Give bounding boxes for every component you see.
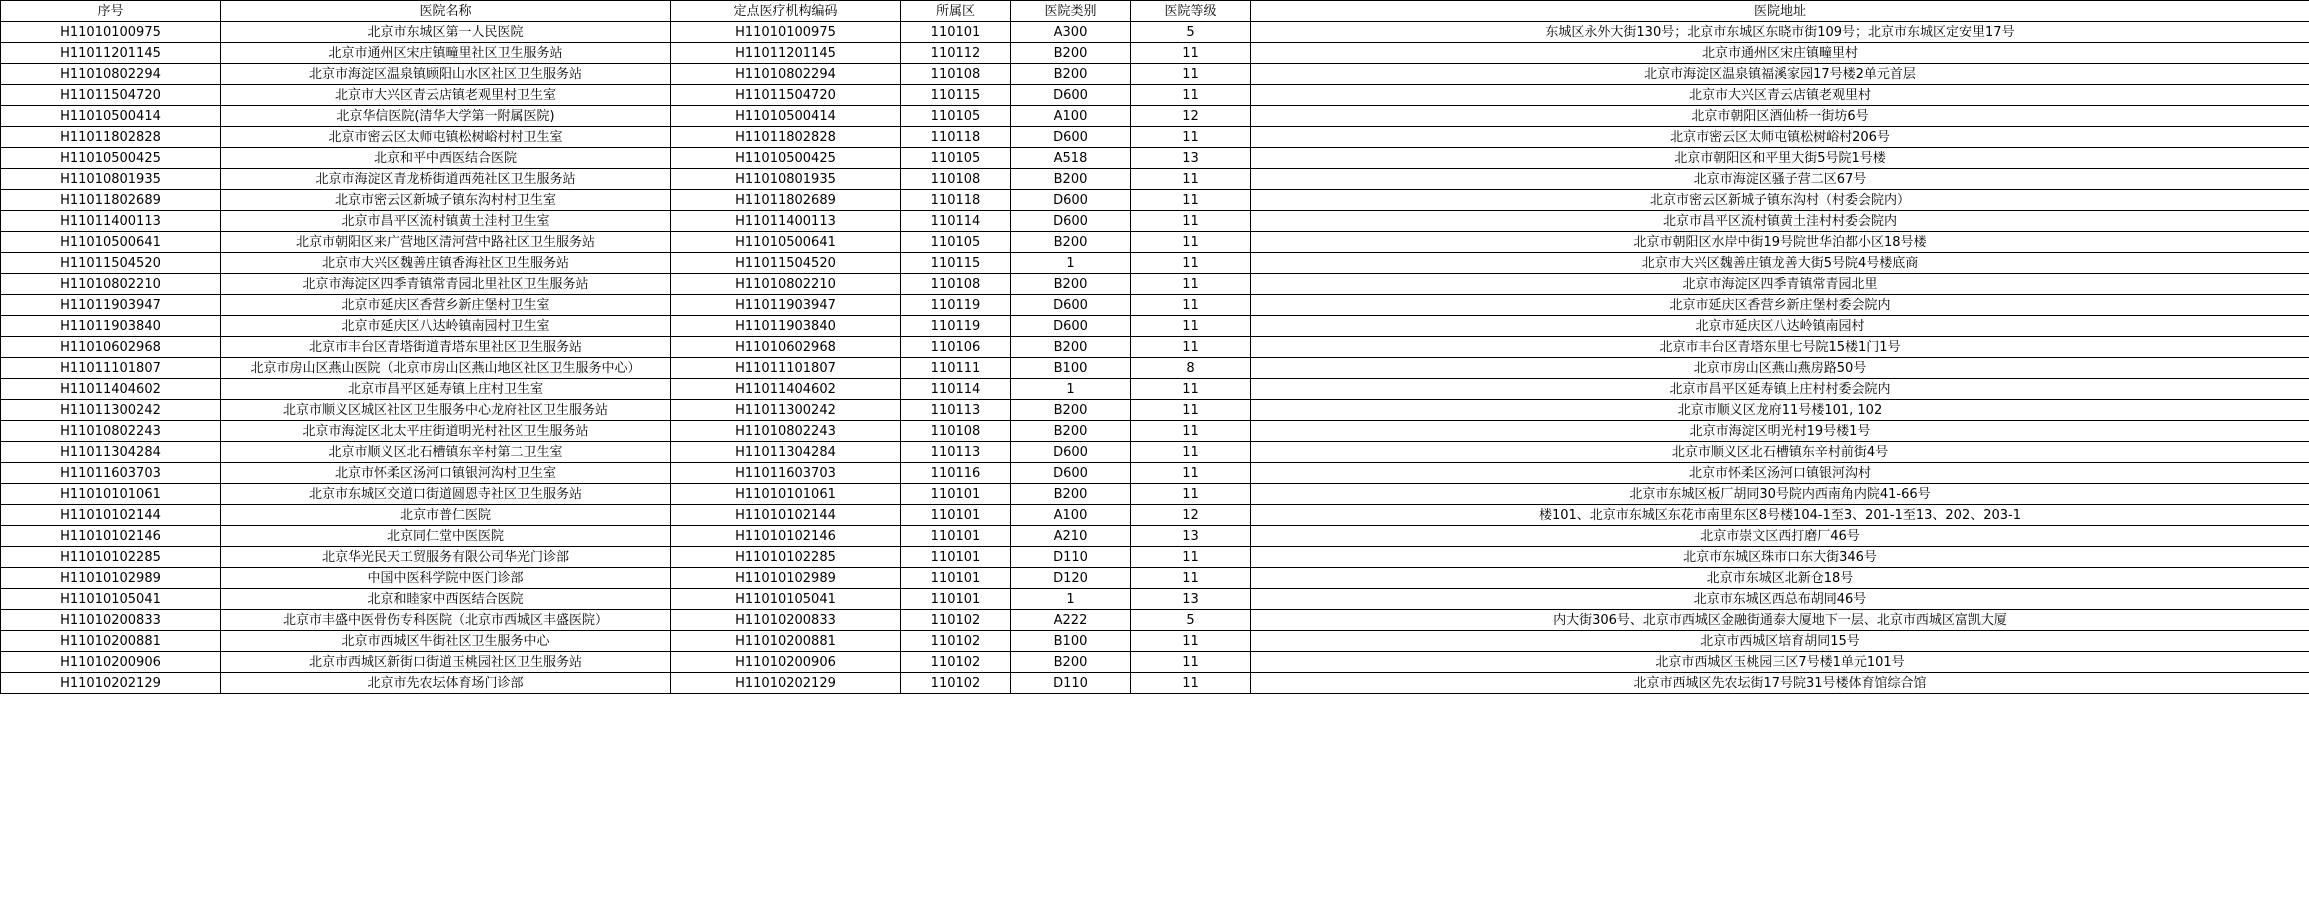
- cell-index[interactable]: H11011603703: [1, 463, 221, 484]
- column-header-hospital-type: 医院类别: [1011, 1, 1131, 22]
- cell-hospital-type[interactable]: D600: [1011, 463, 1131, 484]
- cell-hospital-address[interactable]: 北京市西城区玉桃园三区7号楼1单元101号: [1251, 652, 2309, 673]
- table-row[interactable]: [1, 442, 2309, 463]
- cell-district[interactable]: 110111: [901, 358, 1011, 379]
- cell-institution-code[interactable]: H11011101807: [671, 358, 901, 379]
- cell-hospital-type[interactable]: B200: [1011, 232, 1131, 253]
- cell-hospital-type[interactable]: D600: [1011, 442, 1131, 463]
- cell-index[interactable]: H11010101061: [1, 484, 221, 505]
- cell-hospital-name[interactable]: 北京市朝阳区来广营地区清河营中路社区卫生服务站: [221, 232, 671, 253]
- cell-hospital-name[interactable]: 北京市密云区新城子镇东沟村村卫生室: [221, 190, 671, 211]
- table-row[interactable]: [1, 232, 2309, 253]
- cell-index[interactable]: H11011201145: [1, 43, 221, 64]
- cell-hospital-type[interactable]: 1: [1011, 379, 1131, 400]
- cell-index[interactable]: H11011404602: [1, 379, 221, 400]
- column-header-hospital-address: 医院地址: [1251, 1, 2309, 22]
- cell-institution-code[interactable]: H11011802828: [671, 127, 901, 148]
- table-row[interactable]: [1, 43, 2309, 64]
- table-row[interactable]: [1, 127, 2309, 148]
- cell-index[interactable]: H11010802243: [1, 421, 221, 442]
- cell-hospital-address[interactable]: 北京市顺义区北石槽镇东辛村前街4号: [1251, 442, 2309, 463]
- cell-hospital-name[interactable]: 北京华光民天工贸服务有限公司华光门诊部: [221, 547, 671, 568]
- cell-hospital-type[interactable]: B200: [1011, 64, 1131, 85]
- cell-institution-code[interactable]: H11010500414: [671, 106, 901, 127]
- cell-institution-code[interactable]: H11010200906: [671, 652, 901, 673]
- cell-hospital-type[interactable]: D600: [1011, 316, 1131, 337]
- cell-hospital-name[interactable]: 北京市房山区燕山医院（北京市房山区燕山地区社区卫生服务中心）: [221, 358, 671, 379]
- cell-district[interactable]: 110115: [901, 85, 1011, 106]
- cell-hospital-grade[interactable]: 11: [1131, 85, 1251, 106]
- cell-district[interactable]: 110119: [901, 295, 1011, 316]
- cell-institution-code[interactable]: H11011300242: [671, 400, 901, 421]
- table-row[interactable]: [1, 463, 2309, 484]
- cell-hospital-type[interactable]: A100: [1011, 106, 1131, 127]
- cell-hospital-grade[interactable]: 12: [1131, 505, 1251, 526]
- cell-district[interactable]: 110115: [901, 253, 1011, 274]
- cell-district[interactable]: 110116: [901, 463, 1011, 484]
- cell-hospital-type[interactable]: D110: [1011, 547, 1131, 568]
- cell-district[interactable]: 110102: [901, 652, 1011, 673]
- cell-hospital-name[interactable]: 北京市昌平区流村镇黄土洼村卫生室: [221, 211, 671, 232]
- table-row[interactable]: [1, 652, 2309, 673]
- cell-hospital-address[interactable]: 北京市海淀区骚子营二区67号: [1251, 169, 2309, 190]
- cell-hospital-grade[interactable]: 11: [1131, 631, 1251, 652]
- cell-district[interactable]: 110106: [901, 337, 1011, 358]
- cell-index[interactable]: H11011400113: [1, 211, 221, 232]
- cell-institution-code[interactable]: H11011504720: [671, 85, 901, 106]
- cell-index[interactable]: H11011504720: [1, 85, 221, 106]
- cell-index[interactable]: H11010602968: [1, 337, 221, 358]
- cell-hospital-grade[interactable]: 11: [1131, 253, 1251, 274]
- cell-hospital-grade[interactable]: 8: [1131, 358, 1251, 379]
- column-header-institution-code: 定点医疗机构编码: [671, 1, 901, 22]
- table-row[interactable]: [1, 316, 2309, 337]
- cell-district[interactable]: 110108: [901, 274, 1011, 295]
- cell-index[interactable]: H11010500425: [1, 148, 221, 169]
- cell-district[interactable]: 110112: [901, 43, 1011, 64]
- cell-hospital-type[interactable]: 1: [1011, 589, 1131, 610]
- table-row[interactable]: [1, 64, 2309, 85]
- cell-hospital-address[interactable]: 北京市顺义区龙府11号楼101, 102: [1251, 400, 2309, 421]
- cell-hospital-grade[interactable]: 5: [1131, 610, 1251, 631]
- cell-institution-code[interactable]: H11010102989: [671, 568, 901, 589]
- cell-hospital-type[interactable]: D600: [1011, 85, 1131, 106]
- cell-index[interactable]: H11010102989: [1, 568, 221, 589]
- cell-hospital-type[interactable]: B200: [1011, 43, 1131, 64]
- cell-hospital-grade[interactable]: 11: [1131, 274, 1251, 295]
- cell-district[interactable]: 110102: [901, 610, 1011, 631]
- cell-hospital-type[interactable]: B200: [1011, 274, 1131, 295]
- cell-hospital-address[interactable]: 北京市西城区先农坛街17号院31号楼体育馆综合馆: [1251, 673, 2309, 694]
- cell-hospital-type[interactable]: B100: [1011, 631, 1131, 652]
- cell-hospital-type[interactable]: A222: [1011, 610, 1131, 631]
- cell-district[interactable]: 110114: [901, 211, 1011, 232]
- cell-district[interactable]: 110101: [901, 505, 1011, 526]
- cell-hospital-name[interactable]: 北京市怀柔区汤河口镇银河沟村卫生室: [221, 463, 671, 484]
- cell-institution-code[interactable]: H11011400113: [671, 211, 901, 232]
- table-row[interactable]: [1, 106, 2309, 127]
- cell-district[interactable]: 110113: [901, 400, 1011, 421]
- cell-hospital-grade[interactable]: 11: [1131, 547, 1251, 568]
- cell-institution-code[interactable]: H11010100975: [671, 22, 901, 43]
- cell-index[interactable]: H11010200833: [1, 610, 221, 631]
- cell-hospital-address[interactable]: 北京市海淀区温泉镇福溪家园17号楼2单元首层: [1251, 64, 2309, 85]
- cell-hospital-type[interactable]: B200: [1011, 421, 1131, 442]
- table-row[interactable]: [1, 568, 2309, 589]
- cell-district[interactable]: 110108: [901, 169, 1011, 190]
- cell-district[interactable]: 110101: [901, 22, 1011, 43]
- table-row[interactable]: [1, 148, 2309, 169]
- cell-hospital-grade[interactable]: 11: [1131, 484, 1251, 505]
- cell-institution-code[interactable]: H11011903947: [671, 295, 901, 316]
- cell-hospital-address[interactable]: 北京市密云区新城子镇东沟村（村委会院内）: [1251, 190, 2309, 211]
- cell-institution-code[interactable]: H11010500641: [671, 232, 901, 253]
- cell-hospital-grade[interactable]: 11: [1131, 400, 1251, 421]
- table-row[interactable]: [1, 190, 2309, 211]
- cell-hospital-type[interactable]: D600: [1011, 190, 1131, 211]
- cell-index[interactable]: H11010100975: [1, 22, 221, 43]
- cell-hospital-name[interactable]: 北京市延庆区香营乡新庄堡村卫生室: [221, 295, 671, 316]
- cell-institution-code[interactable]: H11010200833: [671, 610, 901, 631]
- table-row[interactable]: [1, 169, 2309, 190]
- cell-district[interactable]: 110101: [901, 589, 1011, 610]
- cell-district[interactable]: 110108: [901, 421, 1011, 442]
- table-row[interactable]: [1, 526, 2309, 547]
- cell-institution-code[interactable]: H11010602968: [671, 337, 901, 358]
- cell-hospital-type[interactable]: 1: [1011, 253, 1131, 274]
- cell-hospital-grade[interactable]: 12: [1131, 106, 1251, 127]
- cell-hospital-address[interactable]: 北京市大兴区青云店镇老观里村: [1251, 85, 2309, 106]
- cell-hospital-name[interactable]: 北京市大兴区魏善庄镇香海社区卫生服务站: [221, 253, 671, 274]
- cell-index[interactable]: H11010802294: [1, 64, 221, 85]
- cell-hospital-type[interactable]: D600: [1011, 295, 1131, 316]
- cell-index[interactable]: H11011304284: [1, 442, 221, 463]
- cell-hospital-grade[interactable]: 13: [1131, 526, 1251, 547]
- cell-institution-code[interactable]: H11010102146: [671, 526, 901, 547]
- cell-hospital-grade[interactable]: 11: [1131, 379, 1251, 400]
- table-row[interactable]: [1, 589, 2309, 610]
- table-row[interactable]: [1, 379, 2309, 400]
- cell-hospital-grade[interactable]: 11: [1131, 463, 1251, 484]
- cell-index[interactable]: H11010801935: [1, 169, 221, 190]
- cell-hospital-type[interactable]: D120: [1011, 568, 1131, 589]
- cell-hospital-name[interactable]: 中国中医科学院中医门诊部: [221, 568, 671, 589]
- table-row[interactable]: [1, 358, 2309, 379]
- cell-hospital-address[interactable]: 北京市崇文区西打磨厂46号: [1251, 526, 2309, 547]
- cell-hospital-grade[interactable]: 11: [1131, 232, 1251, 253]
- cell-hospital-type[interactable]: A100: [1011, 505, 1131, 526]
- cell-hospital-address[interactable]: 北京市密云区太师屯镇松树峪村206号: [1251, 127, 2309, 148]
- cell-hospital-grade[interactable]: 11: [1131, 211, 1251, 232]
- column-header-index: 序号: [1, 1, 221, 22]
- cell-institution-code[interactable]: H11010802210: [671, 274, 901, 295]
- cell-hospital-grade[interactable]: 11: [1131, 652, 1251, 673]
- column-header-hospital-name: 医院名称: [221, 1, 671, 22]
- cell-hospital-type[interactable]: A210: [1011, 526, 1131, 547]
- cell-hospital-type[interactable]: B200: [1011, 400, 1131, 421]
- cell-institution-code[interactable]: H11011603703: [671, 463, 901, 484]
- cell-hospital-name[interactable]: 北京市东城区交道口街道圆恩寺社区卫生服务站: [221, 484, 671, 505]
- cell-hospital-name[interactable]: 北京市海淀区四季青镇常青园北里社区卫生服务站: [221, 274, 671, 295]
- table-row[interactable]: [1, 421, 2309, 442]
- cell-hospital-name[interactable]: 北京市海淀区温泉镇顾阳山水区社区卫生服务站: [221, 64, 671, 85]
- cell-hospital-grade[interactable]: 11: [1131, 568, 1251, 589]
- cell-institution-code[interactable]: H11011201145: [671, 43, 901, 64]
- cell-hospital-name[interactable]: 北京市通州区宋庄镇疃里社区卫生服务站: [221, 43, 671, 64]
- cell-district[interactable]: 110101: [901, 568, 1011, 589]
- table-row[interactable]: [1, 484, 2309, 505]
- cell-hospital-name[interactable]: 北京市海淀区青龙桥街道西苑社区卫生服务站: [221, 169, 671, 190]
- cell-index[interactable]: H11010200906: [1, 652, 221, 673]
- cell-district[interactable]: 110102: [901, 631, 1011, 652]
- cell-hospital-address[interactable]: 东城区永外大街130号；北京市东城区东晓市街109号；北京市东城区定安里17号: [1251, 22, 2309, 43]
- cell-hospital-grade[interactable]: 11: [1131, 442, 1251, 463]
- table-row[interactable]: [1, 400, 2309, 421]
- cell-hospital-grade[interactable]: 11: [1131, 295, 1251, 316]
- table-body: [1, 22, 2309, 694]
- cell-hospital-address[interactable]: 北京市朝阳区和平里大街5号院1号楼: [1251, 148, 2309, 169]
- cell-hospital-address[interactable]: 北京市怀柔区汤河口镇银河沟村: [1251, 463, 2309, 484]
- table-row[interactable]: [1, 673, 2309, 694]
- cell-hospital-type[interactable]: D600: [1011, 127, 1131, 148]
- cell-district[interactable]: 110118: [901, 190, 1011, 211]
- cell-hospital-type[interactable]: B200: [1011, 652, 1131, 673]
- cell-hospital-name[interactable]: 北京市密云区太师屯镇松树峪村村卫生室: [221, 127, 671, 148]
- cell-index[interactable]: H11010102285: [1, 547, 221, 568]
- cell-hospital-address[interactable]: 北京市大兴区魏善庄镇龙善大街5号院4号楼底商: [1251, 253, 2309, 274]
- table-row[interactable]: [1, 253, 2309, 274]
- table-row[interactable]: [1, 274, 2309, 295]
- cell-hospital-address[interactable]: 楼101、北京市东城区东花市南里东区8号楼104-1至3、201-1至13、202、203-1: [1251, 505, 2309, 526]
- cell-hospital-name[interactable]: 北京市东城区第一人民医院: [221, 22, 671, 43]
- cell-hospital-address[interactable]: 北京市东城区珠市口东大街346号: [1251, 547, 2309, 568]
- table-row[interactable]: [1, 610, 2309, 631]
- cell-district[interactable]: 110108: [901, 64, 1011, 85]
- cell-hospital-grade[interactable]: 11: [1131, 316, 1251, 337]
- table-row[interactable]: [1, 211, 2309, 232]
- cell-institution-code[interactable]: H11011404602: [671, 379, 901, 400]
- cell-index[interactable]: H11010202129: [1, 673, 221, 694]
- column-header-hospital-grade: 医院等级: [1131, 1, 1251, 22]
- cell-index[interactable]: H11011903947: [1, 295, 221, 316]
- cell-hospital-address[interactable]: 北京市朝阳区水岸中街19号院世华泊都小区18号楼: [1251, 232, 2309, 253]
- cell-hospital-name[interactable]: 北京市海淀区北太平庄街道明光村社区卫生服务站: [221, 421, 671, 442]
- cell-hospital-grade[interactable]: 11: [1131, 337, 1251, 358]
- cell-hospital-name[interactable]: 北京市昌平区延寿镇上庄村卫生室: [221, 379, 671, 400]
- cell-hospital-grade[interactable]: 11: [1131, 673, 1251, 694]
- cell-institution-code[interactable]: H11010500425: [671, 148, 901, 169]
- table-row[interactable]: [1, 295, 2309, 316]
- cell-hospital-name[interactable]: 北京市顺义区城区社区卫生服务中心龙府社区卫生服务站: [221, 400, 671, 421]
- cell-hospital-name[interactable]: 北京市西城区牛街社区卫生服务中心: [221, 631, 671, 652]
- cell-hospital-address[interactable]: 北京市海淀区明光村19号楼1号: [1251, 421, 2309, 442]
- cell-index[interactable]: H11011101807: [1, 358, 221, 379]
- cell-hospital-address[interactable]: 北京市延庆区香营乡新庄堡村委会院内: [1251, 295, 2309, 316]
- cell-institution-code[interactable]: H11011504520: [671, 253, 901, 274]
- cell-district[interactable]: 110105: [901, 106, 1011, 127]
- cell-hospital-name[interactable]: 北京市西城区新街口街道玉桃园社区卫生服务站: [221, 652, 671, 673]
- cell-hospital-type[interactable]: A300: [1011, 22, 1131, 43]
- cell-hospital-name[interactable]: 北京华信医院(清华大学第一附属医院): [221, 106, 671, 127]
- cell-hospital-address[interactable]: 北京市海淀区四季青镇常青园北里: [1251, 274, 2309, 295]
- cell-district[interactable]: 110101: [901, 484, 1011, 505]
- cell-institution-code[interactable]: H11011802689: [671, 190, 901, 211]
- cell-hospital-grade[interactable]: 11: [1131, 169, 1251, 190]
- cell-hospital-grade[interactable]: 13: [1131, 148, 1251, 169]
- table-row[interactable]: [1, 547, 2309, 568]
- cell-hospital-name[interactable]: 北京和睦家中西医结合医院: [221, 589, 671, 610]
- cell-hospital-type[interactable]: B100: [1011, 358, 1131, 379]
- cell-index[interactable]: H11011802689: [1, 190, 221, 211]
- cell-district[interactable]: 110105: [901, 148, 1011, 169]
- cell-institution-code[interactable]: H11011903840: [671, 316, 901, 337]
- cell-institution-code[interactable]: H11010101061: [671, 484, 901, 505]
- cell-institution-code[interactable]: H11010102285: [671, 547, 901, 568]
- cell-institution-code[interactable]: H11010802294: [671, 64, 901, 85]
- cell-hospital-name[interactable]: 北京市顺义区北石槽镇东辛村第二卫生室: [221, 442, 671, 463]
- cell-index[interactable]: H11011300242: [1, 400, 221, 421]
- cell-hospital-grade[interactable]: 11: [1131, 43, 1251, 64]
- cell-district[interactable]: 110118: [901, 127, 1011, 148]
- cell-hospital-name[interactable]: 北京市大兴区青云店镇老观里村卫生室: [221, 85, 671, 106]
- table-row[interactable]: [1, 505, 2309, 526]
- cell-hospital-address[interactable]: 北京市延庆区八达岭镇南园村: [1251, 316, 2309, 337]
- cell-hospital-address[interactable]: 北京市朝阳区酒仙桥一街坊6号: [1251, 106, 2309, 127]
- cell-hospital-name[interactable]: 北京市普仁医院: [221, 505, 671, 526]
- cell-hospital-address[interactable]: 北京市丰台区青塔东里七号院15楼1门1号: [1251, 337, 2309, 358]
- cell-index[interactable]: H11010102144: [1, 505, 221, 526]
- cell-hospital-grade[interactable]: 11: [1131, 190, 1251, 211]
- cell-hospital-address[interactable]: 北京市昌平区延寿镇上庄村村委会院内: [1251, 379, 2309, 400]
- cell-hospital-grade[interactable]: 11: [1131, 421, 1251, 442]
- cell-index[interactable]: H11010802210: [1, 274, 221, 295]
- cell-district[interactable]: 110119: [901, 316, 1011, 337]
- cell-index[interactable]: H11011802828: [1, 127, 221, 148]
- cell-hospital-address[interactable]: 北京市昌平区流村镇黄土洼村村委会院内: [1251, 211, 2309, 232]
- cell-hospital-address[interactable]: 北京市通州区宋庄镇疃里村: [1251, 43, 2309, 64]
- cell-index[interactable]: H11010102146: [1, 526, 221, 547]
- cell-hospital-address[interactable]: 北京市房山区燕山燕房路50号: [1251, 358, 2309, 379]
- cell-district[interactable]: 110102: [901, 673, 1011, 694]
- cell-hospital-grade[interactable]: 5: [1131, 22, 1251, 43]
- cell-hospital-type[interactable]: B200: [1011, 337, 1131, 358]
- cell-hospital-name[interactable]: 北京和平中西医结合医院: [221, 148, 671, 169]
- cell-institution-code[interactable]: H11010105041: [671, 589, 901, 610]
- cell-index[interactable]: H11010105041: [1, 589, 221, 610]
- cell-hospital-name[interactable]: 北京市延庆区八达岭镇南园村卫生室: [221, 316, 671, 337]
- cell-hospital-type[interactable]: B200: [1011, 169, 1131, 190]
- cell-institution-code[interactable]: H11010202129: [671, 673, 901, 694]
- cell-index[interactable]: H11011504520: [1, 253, 221, 274]
- cell-hospital-grade[interactable]: 13: [1131, 589, 1251, 610]
- cell-index[interactable]: H11010500414: [1, 106, 221, 127]
- cell-district[interactable]: 110113: [901, 442, 1011, 463]
- cell-hospital-grade[interactable]: 11: [1131, 64, 1251, 85]
- cell-hospital-type[interactable]: A518: [1011, 148, 1131, 169]
- cell-district[interactable]: 110101: [901, 526, 1011, 547]
- cell-hospital-name[interactable]: 北京市丰盛中医骨伤专科医院（北京市西城区丰盛医院）: [221, 610, 671, 631]
- cell-hospital-address[interactable]: 北京市西城区培育胡同15号: [1251, 631, 2309, 652]
- cell-hospital-name[interactable]: 北京同仁堂中医医院: [221, 526, 671, 547]
- cell-institution-code[interactable]: H11011304284: [671, 442, 901, 463]
- table-row[interactable]: [1, 22, 2309, 43]
- cell-hospital-address[interactable]: 北京市东城区西总布胡同46号: [1251, 589, 2309, 610]
- table-row[interactable]: [1, 85, 2309, 106]
- cell-hospital-address[interactable]: 内大街306号、北京市西城区金融街通泰大厦地下一层、北京市西城区富凯大厦: [1251, 610, 2309, 631]
- cell-district[interactable]: 110101: [901, 547, 1011, 568]
- cell-institution-code[interactable]: H11010102144: [671, 505, 901, 526]
- cell-district[interactable]: 110114: [901, 379, 1011, 400]
- cell-district[interactable]: 110105: [901, 232, 1011, 253]
- cell-institution-code[interactable]: H11010200881: [671, 631, 901, 652]
- cell-institution-code[interactable]: H11010801935: [671, 169, 901, 190]
- cell-hospital-type[interactable]: D110: [1011, 673, 1131, 694]
- cell-hospital-type[interactable]: D600: [1011, 211, 1131, 232]
- cell-hospital-name[interactable]: 北京市先农坛体育场门诊部: [221, 673, 671, 694]
- cell-hospital-name[interactable]: 北京市丰台区青塔街道青塔东里社区卫生服务站: [221, 337, 671, 358]
- cell-hospital-address[interactable]: 北京市东城区板厂胡同30号院内西南角内院41-66号: [1251, 484, 2309, 505]
- cell-hospital-grade[interactable]: 11: [1131, 127, 1251, 148]
- cell-hospital-address[interactable]: 北京市东城区北新仓18号: [1251, 568, 2309, 589]
- table-row[interactable]: [1, 631, 2309, 652]
- cell-hospital-type[interactable]: B200: [1011, 484, 1131, 505]
- cell-index[interactable]: H11010500641: [1, 232, 221, 253]
- cell-index[interactable]: H11010200881: [1, 631, 221, 652]
- column-header-district: 所属区: [901, 1, 1011, 22]
- table-row[interactable]: [1, 337, 2309, 358]
- cell-index[interactable]: H11011903840: [1, 316, 221, 337]
- table-header-row: [1, 1, 2309, 22]
- cell-institution-code[interactable]: H11010802243: [671, 421, 901, 442]
